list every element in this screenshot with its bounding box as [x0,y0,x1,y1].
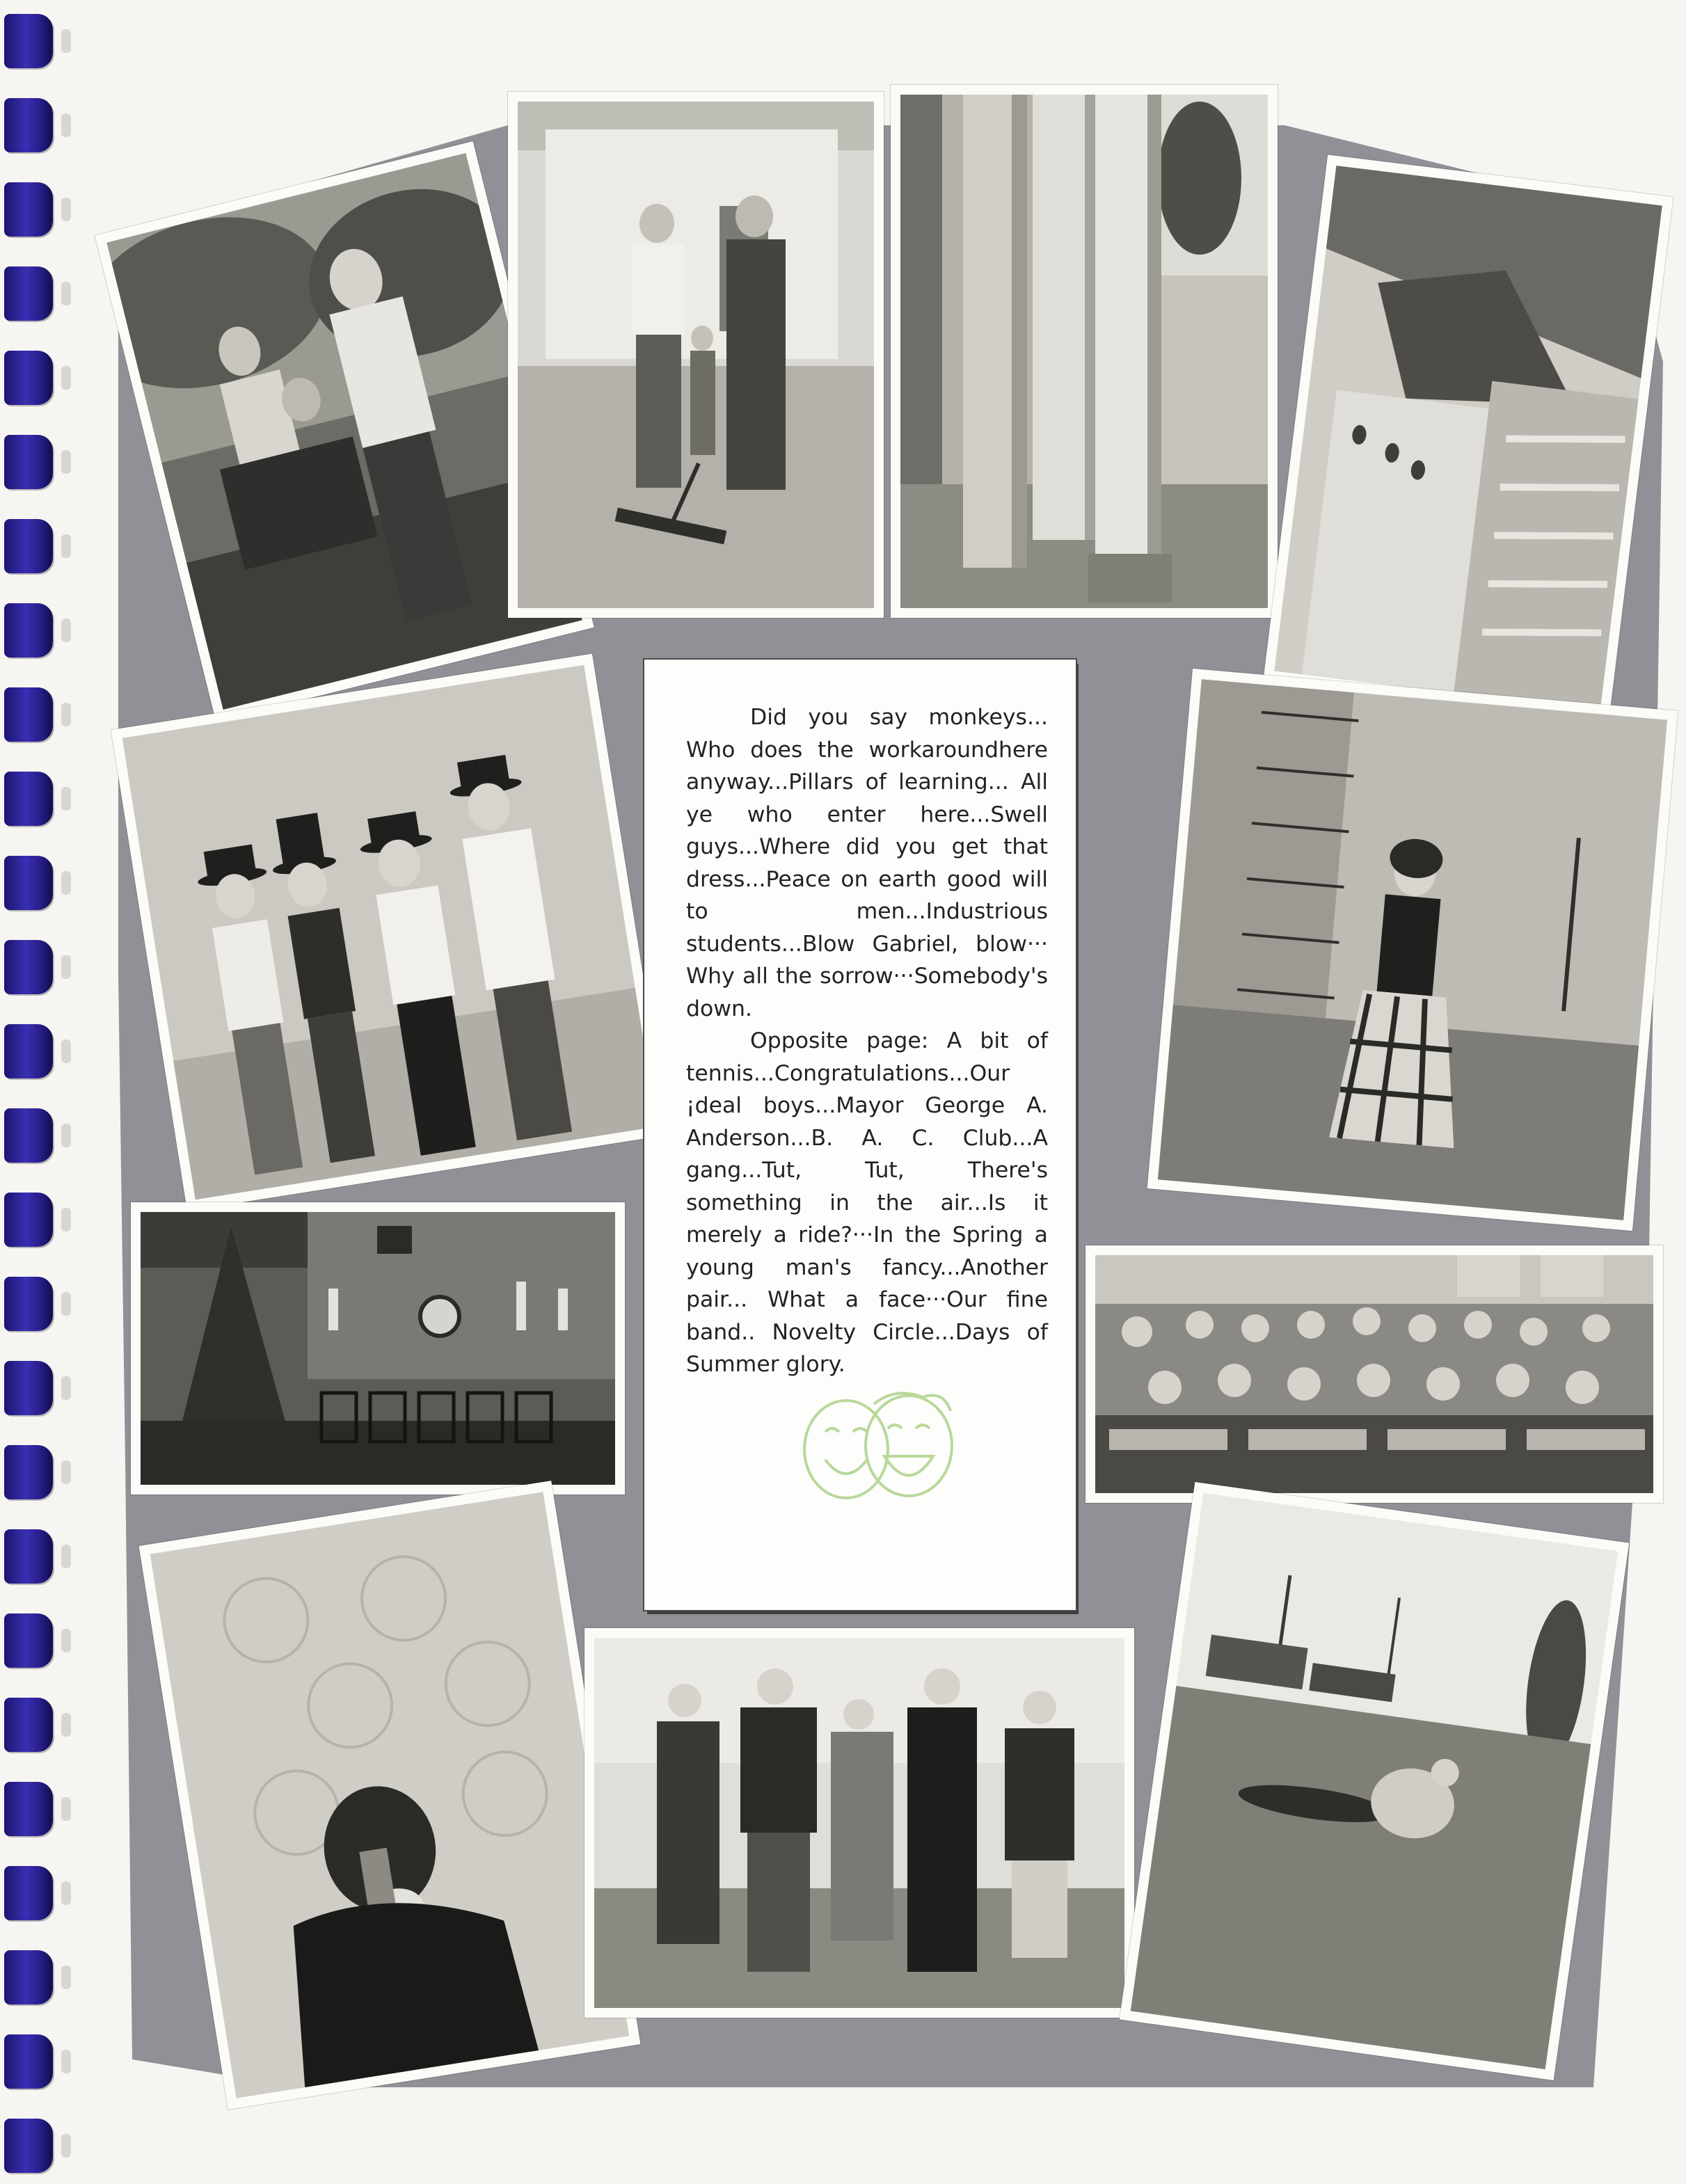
binding-hole [61,787,71,811]
photo-group-five [584,1628,1134,2018]
binding-coil [4,1445,53,1499]
photo-christmas-room [131,1202,625,1494]
binding-hole [61,366,71,390]
binding-coil [4,1024,53,1078]
binding-coil [4,1950,53,2004]
binding-hole [61,1376,71,1400]
binding-coil [4,1108,53,1163]
binding-coil [4,1529,53,1584]
caption-paragraph-2: Opposite page: A bit of tennis...Congratulations...Our ¡deal boys...Mayor George A. Anderson...B. A. C. Club...A gang...Tut, Tut, There's something in the air...Is it merely a ride?···In the Spring a young man's fancy...Another pair... What a face···Our fine band.. Novelty Circle...Days of Summer glory. [686,1028,1048,1377]
binding-coil [4,1613,53,1668]
binding-coil [4,1361,53,1415]
caption-text [686,701,1048,1381]
binding-coil [4,2119,53,2173]
binding-coil [4,1277,53,1331]
binding-coil [4,772,53,826]
photo-classroom [1085,1245,1663,1503]
binding-coil [4,435,53,489]
binding-hole [61,2134,71,2158]
binding-coil [4,351,53,405]
binding-hole [61,1208,71,1232]
binding-hole [61,1545,71,1568]
binding-hole [61,703,71,726]
binding-coil [4,182,53,237]
binding-hole [61,29,71,53]
binding-coil [4,519,53,573]
binding-hole [61,1797,71,1821]
binding-hole [61,1881,71,1905]
photo-trumpet-player [139,1481,641,2110]
photo-pillars [891,85,1278,618]
binding-coil [4,266,53,321]
binding-hole [61,619,71,642]
binding-hole [61,871,71,895]
binding-hole [61,450,71,474]
binding-hole [61,1292,71,1316]
binding-coil [4,1698,53,1752]
photo-woman-dress [1147,669,1678,1231]
caption-paragraph-1: Did you say monkeys... Who does the workaroundhere anyway...Pillars of learning... All ye who enter here...Swell guys...Where did you get that dress...Peace on earth good will to men...Industrious students...Blow Gabriel, blow··· Why all the sorrow···Somebody's down. [686,705,1048,1021]
caption-card [644,660,1076,1610]
binding-coil [4,687,53,742]
spiral-binding [0,0,77,2184]
binding-hole [61,955,71,979]
binding-coil [4,14,53,68]
binding-hole [61,1124,71,1147]
binding-coil [4,1866,53,1920]
binding-coil [4,856,53,910]
laughing-faces-illustration [784,1383,964,1522]
binding-hole [61,282,71,305]
binding-coil [4,2034,53,2089]
binding-hole [61,1713,71,1737]
photo-workers-broom [508,92,884,618]
binding-hole [61,534,71,558]
binding-coil [4,1193,53,1247]
binding-hole [61,113,71,137]
binding-coil [4,98,53,152]
photo-girls-lawn [1120,1482,1629,2080]
binding-hole [61,1039,71,1063]
binding-coil [4,603,53,657]
binding-hole [61,198,71,221]
binding-hole [61,1966,71,1989]
binding-coil [4,940,53,994]
binding-coil [4,1782,53,1836]
binding-hole [61,1460,71,1484]
photo-building-entrance [1264,154,1673,722]
binding-hole [61,2050,71,2073]
binding-hole [61,1629,71,1652]
photo-top-hats [111,654,669,1211]
